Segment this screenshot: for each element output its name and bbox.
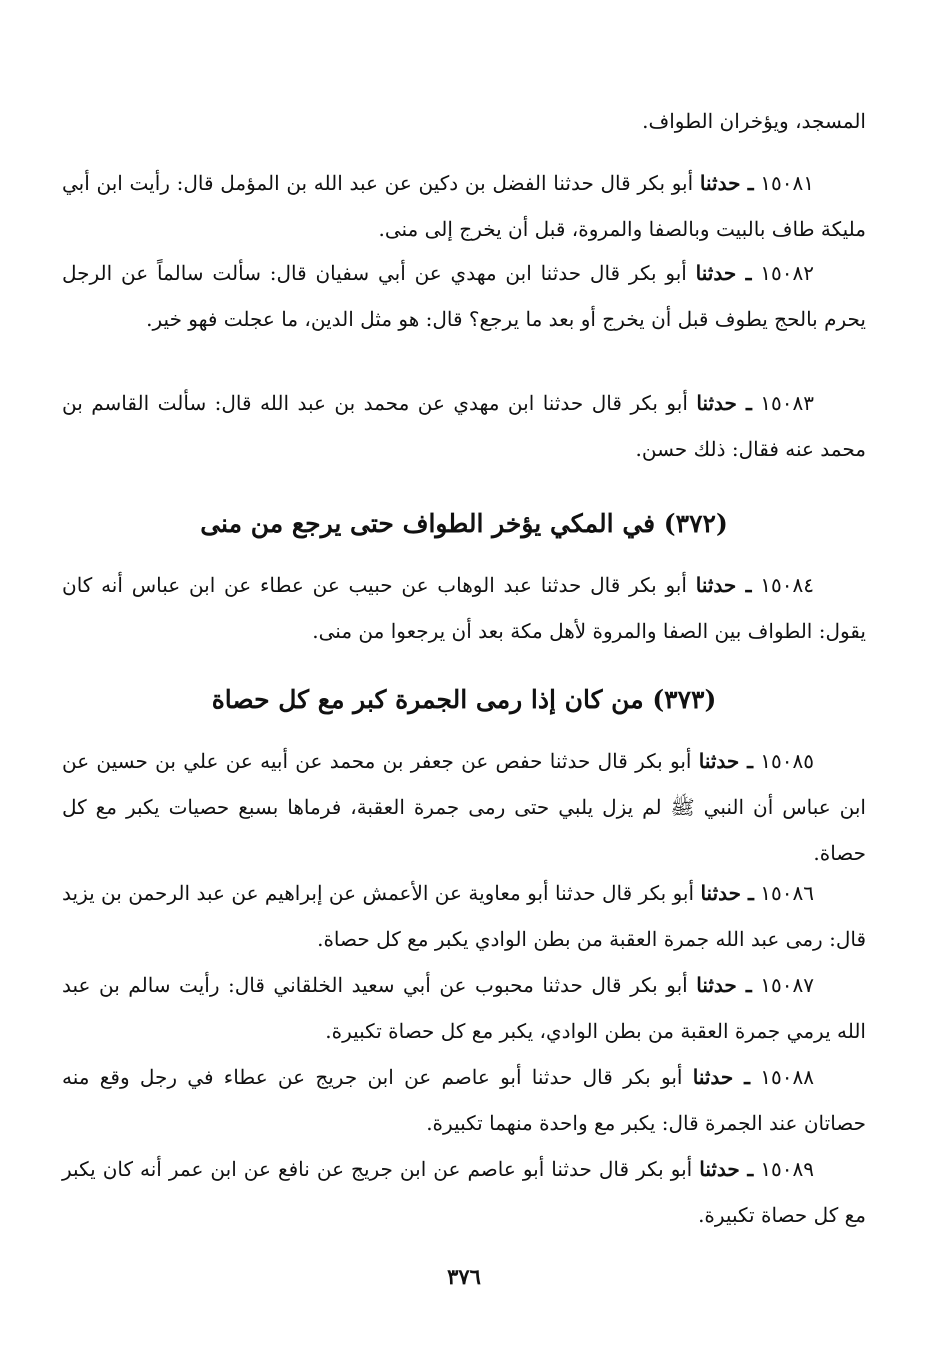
hadith-text: أبو بكر قال حدثنا أبو معاوية عن الأعمش عن إبراهيم عن عبد الرحمن بن يزيد قال: رمى عبد الله جمرة العقبة من بطن الوادي يكبر مع كل حصاة.	[62, 881, 866, 951]
hadith-lead: ـ حدثنا	[696, 973, 752, 997]
hadith-number: ١٥٠٨٥	[760, 749, 814, 773]
book-page	[62, 0, 866, 1365]
hadith-15086	[62, 870, 866, 962]
hadith-number: ١٥٠٨٤	[760, 573, 815, 597]
hadith-number: ١٥٠٨٩	[760, 1157, 815, 1181]
hadith-15087	[62, 962, 866, 1054]
hadith-text: أبو بكر قال حدثنا محبوب عن أبي سعيد الخلقاني قال: رأيت سالم بن عبد الله يرمي جمرة العقبة من بطن الوادي، يكبر مع كل حصاة تكبيرة.	[62, 973, 866, 1043]
hadith-number: ١٥٠٨٨	[760, 1065, 814, 1089]
hadith-lead: ـ حدثنا	[692, 1065, 751, 1089]
hadith-lead: ـ حدثنا	[698, 749, 754, 773]
hadith-15082	[62, 250, 866, 342]
chapter-heading-372: (٣٧٢) في المكي يؤخر الطواف حتى يرجع من منى	[200, 509, 728, 538]
hadith-text: أبو بكر قال حدثنا أبو عاصم عن ابن جريج عن عطاء في رجل وقع منه حصاتان عند الجمرة قال: يكبر مع واحدة منهما تكبيرة.	[62, 1065, 866, 1135]
opening-line	[62, 98, 866, 144]
hadith-15081	[62, 160, 866, 252]
hadith-15088	[62, 1054, 866, 1146]
hadith-lead: ـ حدثنا	[699, 171, 754, 195]
hadith-lead: ـ حدثنا	[696, 391, 752, 415]
hadith-15089	[62, 1146, 866, 1238]
hadith-text: أبو بكر قال حدثنا ابن مهدي عن محمد بن عبد الله قال: سألت القاسم بن محمد عنه فقال: ذلك حسن.	[62, 391, 866, 461]
hadith-lead: ـ حدثنا	[699, 1157, 754, 1181]
hadith-number: ١٥٠٨٢	[760, 261, 815, 285]
hadith-number: ١٥٠٨٧	[760, 973, 815, 997]
hadith-number: ١٥٠٨٣	[760, 391, 814, 415]
hadith-number: ١٥٠٨١	[760, 171, 814, 195]
hadith-text: أبو بكر قال حدثنا أبو عاصم عن ابن جريج عن نافع عن ابن عمر أنه كان يكبر مع كل حصاة تكبيرة.	[62, 1157, 866, 1227]
hadith-15084	[62, 562, 866, 654]
hadith-lead: ـ حدثنا	[700, 881, 754, 905]
hadith-text: أبو بكر قال حدثنا عبد الوهاب عن حبيب عن عطاء عن ابن عباس أنه كان يقول: الطواف بين الصفا والمروة لأهل مكة بعد أن يرجعوا من منى.	[62, 573, 866, 643]
chapter-heading-373: (٣٧٣) من كان إذا رمى الجمرة كبر مع كل حصاة	[211, 685, 717, 714]
hadith-text: أبو بكر قال حدثنا ابن مهدي عن أبي سفيان قال: سألت سالماً عن الرجل يحرم بالحج يطوف قبل أن يخرج أو بعد ما يرجع؟ قال: هو مثل الدين، ما عجلت فهو خير.	[62, 261, 866, 331]
hadith-text: أبو بكر قال حدثنا حفص عن جعفر بن محمد عن أبيه عن علي بن حسين عن ابن عباس أن النبي ﷺ لم يزل يلبي حتى رمى جمرة العقبة، فرماها بسبع حصيات يكبر مع كل حصاة.	[62, 749, 866, 865]
hadith-15083	[62, 380, 866, 472]
hadith-lead: ـ حدثنا	[695, 261, 752, 285]
hadith-lead: ـ حدثنا	[695, 573, 752, 597]
hadith-text: أبو بكر قال حدثنا الفضل بن دكين عن عبد الله بن المؤمل قال: رأيت ابن أبي مليكة طاف بالبيت وبالصفا والمروة، قبل أن يخرج إلى منى.	[62, 171, 866, 241]
opening-text: المسجد، ويؤخران الطواف.	[642, 109, 866, 133]
hadith-number: ١٥٠٨٦	[760, 881, 814, 905]
page-number: ٣٧٦	[447, 1264, 481, 1289]
hadith-15085	[62, 738, 866, 876]
